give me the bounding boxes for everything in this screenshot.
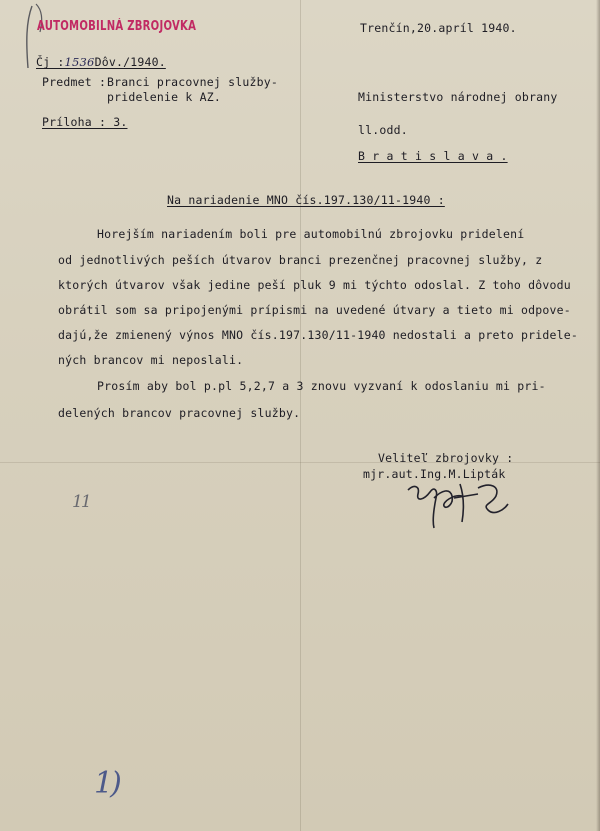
reference-title: Na nariadenie MNO čís.197.130/11-1940 : xyxy=(167,193,445,207)
subject-line-1: Branci pracovnej služby- xyxy=(107,75,278,89)
pencil-mark-bottom: 1) xyxy=(94,766,119,801)
body-line-8: delených brancov pracovnej služby. xyxy=(58,406,301,420)
letterhead-stamp: AUTOMOBILNÁ ZBROJOVKA xyxy=(37,19,197,34)
reference-number xyxy=(36,56,166,69)
body-line-2: od jednotlivých peších útvarov branci prezenčnej pracovnej služby, z xyxy=(58,253,543,267)
body-line-5: dajú,že zmienený výnos MNO čís.197.130/11-1940 nedostali a preto pridele- xyxy=(58,328,579,342)
body-line-3: ktorých útvarov však jedine peší pluk 9 mi týchto odoslal. Z toho dôvodu xyxy=(58,278,571,292)
recipient-line-1: Ministerstvo národnej obrany xyxy=(358,90,558,104)
recipient-line-2: ll.odd. xyxy=(358,123,408,137)
handwritten-signature xyxy=(404,476,514,532)
body-line-7: Prosím aby bol p.pl 5,2,7 a 3 znovu vyzvaní k odoslaniu mi pri- xyxy=(97,379,546,393)
body-line-4: obrátil som sa pripojenými prípismi na uvedené útvary a tieto mi odpove- xyxy=(58,303,571,317)
reference-suffix: Dôv./1940. xyxy=(94,55,166,69)
body-line-6: ných brancov mi neposlali. xyxy=(58,353,244,367)
signature-title: Veliteľ zbrojovky : xyxy=(378,451,514,465)
reference-prefix: Čj : xyxy=(36,55,65,69)
subject-line-2: pridelenie k AZ. xyxy=(107,90,221,104)
signature-name: mjr.aut.Ing.M.Lipták xyxy=(363,467,506,481)
reference-handwritten-number: 1536 xyxy=(64,55,95,69)
place-date: Trenčín,20.apríl 1940. xyxy=(360,21,517,35)
page-edge-shadow xyxy=(596,0,600,831)
body-line-1: Horejším nariadením boli pre automobilnú zbrojovku pridelení xyxy=(97,227,525,241)
subject-label: Predmet : xyxy=(42,75,107,89)
attachment-note: Príloha : 3. xyxy=(42,115,128,129)
pencil-mark-middle: 11 xyxy=(72,492,90,512)
recipient-city: B r a t i s l a v a . xyxy=(358,149,508,163)
